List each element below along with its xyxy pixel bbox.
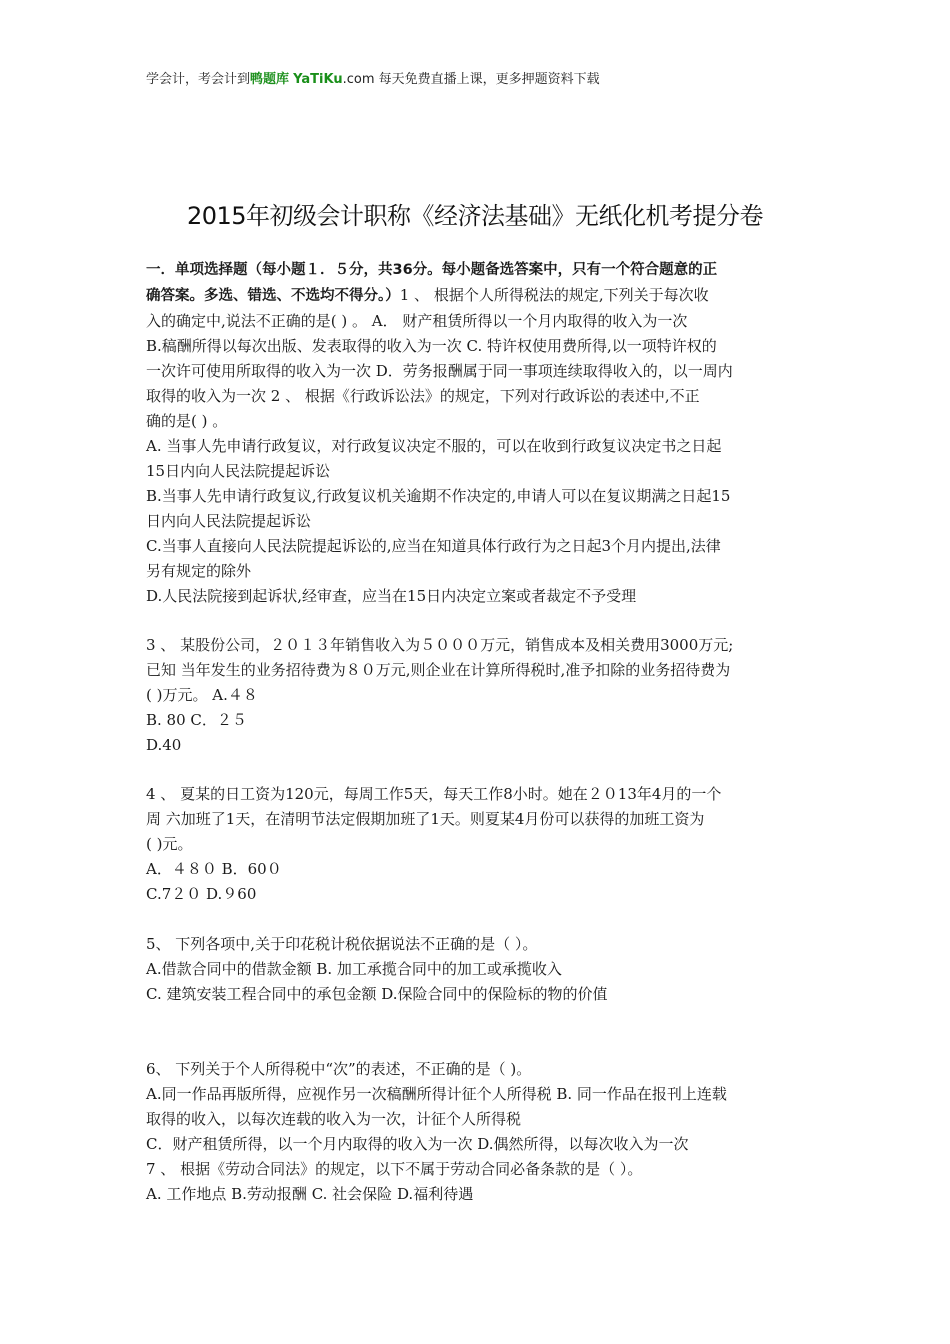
text-line: ( )元。	[146, 835, 193, 853]
section-heading-bold: 确答案。多选、错选、不选均不得分。）	[146, 288, 400, 304]
text-line: 15日内向人民法院提起诉讼	[146, 462, 331, 480]
document-body	[146, 258, 806, 1207]
text-line: A. 当事人先申请行政复议，对行政复议决定不服的，可以在收到行政复议决定书之日起	[146, 437, 722, 455]
text-line: ( )万元。 A.４８	[146, 686, 258, 704]
document-title: 2015年初级会计职称《经济法基础》无纸化机考提分卷	[186, 202, 764, 230]
text-line: 已知 当年发生的业务招待费为８０万元,则企业在计算所得税时,准予扣除的业务招待费为	[146, 661, 731, 679]
text-line: 另有规定的除外	[146, 562, 252, 580]
site-header	[146, 68, 600, 87]
text-line: B. 80 C．２５	[146, 711, 247, 729]
text-line: 入的确定中,说法不正确的是( ) 。 A． 财产租赁所得以一个月内取得的收入为一次	[146, 312, 688, 330]
text-line: 3 、 某股份公司，２０１３年销售收入为５０００万元，销售成本及相关费用3000万元;	[146, 636, 734, 654]
question-1-start: 1 、 根据个人所得税法的规定,下列关于每次收	[399, 286, 709, 304]
text-line: 日内向人民法院提起诉讼	[146, 512, 312, 530]
text-line: A．４８０ B．60０	[146, 860, 282, 878]
text-line: D.人民法院接到起诉状,经审查，应当在15日内决定立案或者裁定不予受理	[146, 587, 637, 605]
question-6-7	[146, 1057, 806, 1207]
text-line: D.40	[146, 736, 182, 754]
header-prefix: 学会计，考会计到	[146, 72, 251, 87]
brand-name-en[interactable]: YaTiKu	[293, 72, 343, 87]
text-line: 确的是( ) 。	[146, 412, 228, 430]
text-line: 周 六加班了1天，在清明节法定假期加班了1天。则夏某4月份可以获得的加班工资为	[146, 810, 705, 828]
question-4-5	[146, 782, 806, 1007]
text-line: 一次许可使用所取得的收入为一次 D．劳务报酬属于同一事项连续取得收入的，以一周内	[146, 362, 733, 380]
section-heading-line2	[146, 283, 806, 309]
text-line: 取得的收入，以每次连载的收入为一次，计征个人所得税	[146, 1110, 522, 1128]
text-line: 6、 下列关于个人所得税中“次”的表述，不正确的是（ )。	[146, 1060, 532, 1078]
text-line: 5、 下列各项中,关于印花税计税依据说法不正确的是（ ）。	[146, 935, 538, 953]
header-suffix: .com 每天免费直播上课，更多押题资料下载	[342, 72, 600, 87]
text-line: C．财产租赁所得，以一个月内取得的收入为一次 D.偶然所得，以每次收入为一次	[146, 1135, 689, 1153]
text-line: A.借款合同中的借款金额 B. 加工承揽合同中的加工或承揽收入	[146, 960, 562, 978]
text-line: B.当事人先申请行政复议,行政复议机关逾期不作决定的,申请人可以在复议期满之日起15	[146, 487, 731, 505]
question-3	[146, 633, 806, 758]
text-line: 7 、 根据《劳动合同法》的规定，以下不属于劳动合同必备条款的是（ ）。	[146, 1160, 643, 1178]
text-line: A. 工作地点 B.劳动报酬 C. 社会保险 D.福利待遇	[146, 1185, 474, 1203]
text-line: C.当事人直接向人民法院提起诉讼的,应当在知道具体行政行为之日起3个月内提出,法律	[146, 537, 721, 555]
section-heading-line1: 一．单项选择题（每小题１．５分，共36分。每小题备选答案中，只有一个符合题意的正	[146, 262, 718, 278]
text-line: A.同一作品再版所得，应视作另一次稿酬所得计征个人所得税 B. 同一作品在报刊上连载	[146, 1085, 727, 1103]
section-lines	[146, 309, 806, 609]
text-line: B.稿酬所得以每次出版、发表取得的收入为一次 C. 特许权使用费所得,以一项特许权的	[146, 337, 717, 355]
text-line: C. 建筑安装工程合同中的承包金额 D.保险合同中的保险标的物的价值	[146, 985, 608, 1003]
text-line: 4 、 夏某的日工资为120元，每周工作5天，每天工作8小时。她在２０13年4月的一个	[146, 785, 722, 803]
text-line: C.7２０ D.９60	[146, 885, 257, 903]
text-line	[146, 907, 806, 932]
brand-name[interactable]: 鸭题库	[250, 72, 290, 87]
text-line: 取得的收入为一次 2 、 根据《行政诉讼法》的规定，下列对行政诉讼的表述中,不正	[146, 387, 700, 405]
